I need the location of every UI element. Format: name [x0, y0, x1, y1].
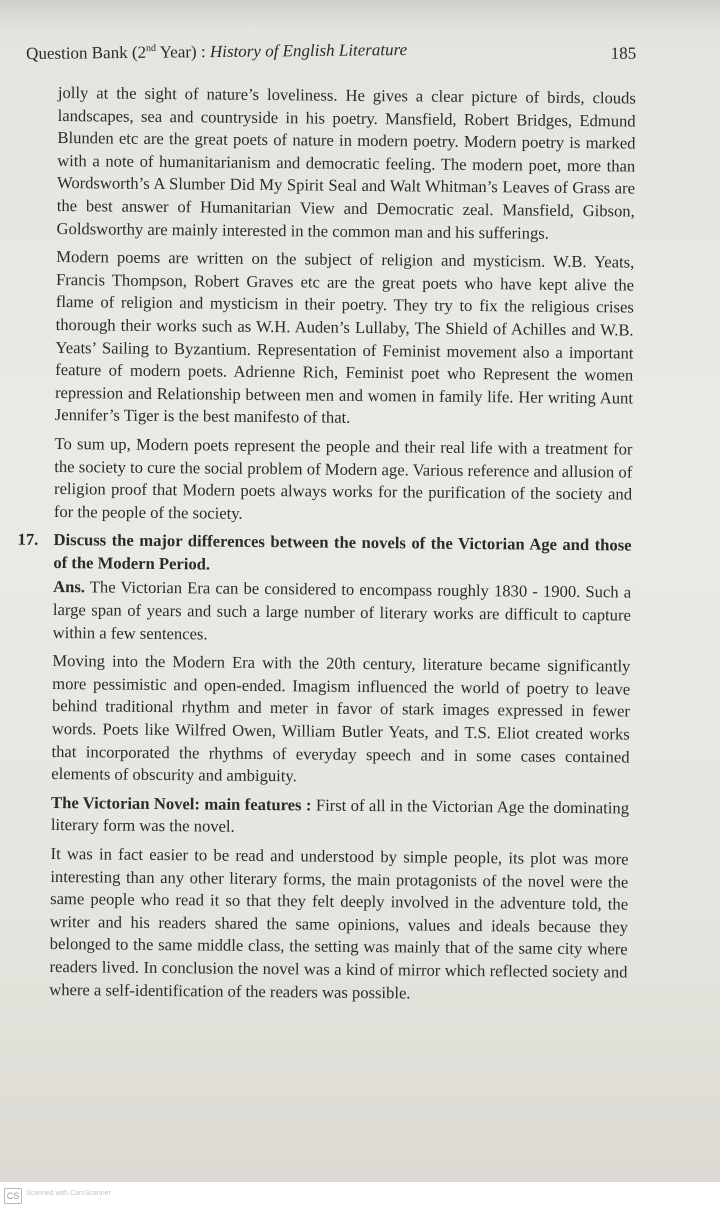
paragraph-novel-readers: It was in fact easier to be read and understood by simple people, its plot was more interesting than any other literary forms, the main protagonists of the novel were the same people who read it so that they felt deeply involved in the adventure told, the writer and his readers shared the same opinions, values and ideals because they belonged to the same middle class, the setting was mainly that of the same city where readers lived. In conclusion the novel was a kind of mirror which reflected society and where a self-identification of the readers was possible.: [49, 843, 629, 1002]
page-header: [26, 36, 636, 72]
victorian-novel-text: First of all in the Victorian Age the dominating literary form was the novel.: [50, 795, 630, 837]
scanner-footer: [0, 1182, 720, 1209]
running-title: [26, 40, 407, 64]
camscanner-logo: CS: [4, 1188, 22, 1204]
paragraph-sum-up: To sum up, Modern poets represent the people and their real life with a treatment for the society to cure the social problem of Modern age. Various reference and allusion of religion proof that Modern poets always works for the purification of the society and for the people of the society.: [53, 433, 633, 523]
paragraph-nature-humanitarianism: jolly at the sight of nature’s loveliness. He gives a clear picture of birds, clouds landscapes, sea and countryside in his poetry. Mansfield, Robert Bridges, Edmund Blunden etc are the great poets of nature in modern poetry. Modern poetry is marked with a note of humanitarianism and democratic feeling. The modern poet, more than Wordsworth’s A Slumber Did My Spirit Seal and Walt Whitman’s Leaves of Grass are the best answer of Humanitarian View and Democratic zeal. Mansfield, Gibson, Goldsworthy are mainly interested in the common man and his sufferings.: [56, 82, 636, 243]
paragraph-victorian-novel: [51, 792, 629, 843]
paragraph-religion-feminism: Modern poems are written on the subject of religion and mysticism. W.B. Yeats, Francis Thompson, Robert Graves etc are the great poets who have kept alive the flame of religion and mysticism in their poetry. They try to fix the religious crises thorough their works such as W.H. Auden’s Lullaby, The Shield of Achilles and W.B. Yeats’ Sailing to Byzantium. Representation of Feminist movement also a important feature of modern poets. Adrienne Rich, Feminist poet who Represent the women repression and Relationship between men and women in family life. Her writing Aunt Jennifer’s Tiger is the best manifesto of that.: [54, 247, 635, 428]
title-middle: Year) :: [155, 42, 210, 62]
answer-label: Ans.: [53, 577, 86, 597]
answer-intro: [53, 576, 632, 649]
question-number: 17.: [17, 529, 39, 550]
page-body: [17, 82, 636, 1013]
victorian-novel-heading: The Victorian Novel: main features :: [50, 792, 312, 815]
title-prefix: Question Bank (2: [26, 42, 147, 63]
title-italic: History of English Literature: [209, 40, 408, 62]
paragraph-modern-era: Moving into the Modern Era with the 20th century, literature became significantly more pessimistic and open-ended. Imagism influenced the world of poetry to leave behind traditional rhythm and meter in favor of stark images expressed in fewer words. Poets like Wilfred Owen, William Butler Yeats, and T.S. Eliot created works that incorporated the rhythms of everyday speech and in some cases contained elements of obscurity and ambiguity.: [51, 651, 631, 786]
page-shadow: [0, 0, 720, 30]
page-number: 185: [610, 43, 637, 63]
camscanner-watermark: Scanned with CamScanner: [26, 1190, 111, 1197]
question-17: [17, 529, 632, 580]
question-text: Discuss the major differences between the novels of the Victorian Age and those of the Modern Period.: [53, 530, 632, 574]
answer-intro-text: The Victorian Era can be considered to encompass roughly 1830 - 1900. Such a large span of years and such a large number of literary works are difficult to capture within a few sentences.: [52, 577, 632, 644]
title-superscript: nd: [145, 42, 157, 55]
